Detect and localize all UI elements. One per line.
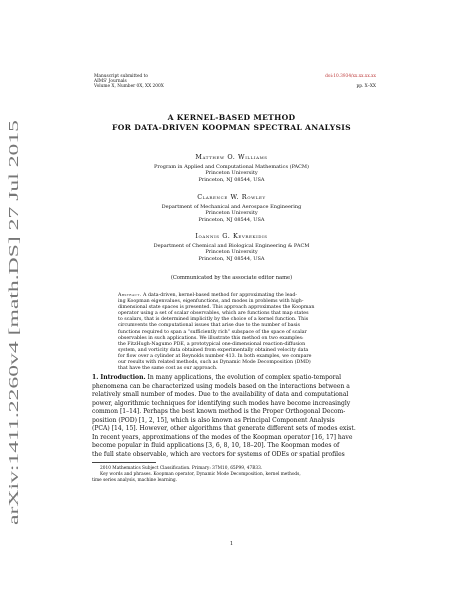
footnote-line: 2010 Mathematics Subject Classification. Primary: 37M10, 65P99, 47B33. (100, 466, 263, 471)
footnote-rule (92, 462, 156, 463)
abstract-line: system, and vorticity data obtained from experimentally obtained velocity data (118, 347, 309, 353)
arxiv-stamp-text: arXiv:1411.2260v4 [math.DS] 27 Jul 2015 (6, 293, 21, 525)
affiliation-line: Princeton University (205, 170, 258, 177)
header-line: Volume X, Number 0X, XX 200X (94, 84, 164, 90)
abstract-line: functions required to span a “sufficiently rich” subspace of the space of scalar (118, 329, 307, 335)
abstract-line: that have the same cost as our approach. (118, 366, 218, 372)
communicated-by: (Communicated by the associate editor name) (170, 275, 293, 281)
abstract-line: operator using a set of scalar observables, which are functions that map states (118, 311, 309, 317)
author-block (0, 193, 463, 223)
abstract-line: dimensional state spaces is presented. This approach approximates the Koopman (118, 305, 315, 311)
intro-line: common [1–14]. Perhaps the best known method is the Proper Orthogonal Decom- (92, 408, 346, 415)
paper-title (0, 113, 463, 133)
intro-line: (PCA) [14, 15]. However, other algorithms that generate different sets of modes exist. (92, 425, 356, 432)
author-block (0, 232, 463, 262)
intro-line (92, 374, 375, 383)
intro-line: become popular in fluid applications [3, 6, 8, 10, 18–20]. The Koopman modes of (92, 442, 340, 449)
abstract (118, 293, 372, 372)
author-block (0, 153, 463, 183)
intro-line: relatively small number of modes. Due to the availability of data and computational (92, 391, 349, 398)
intro-line: In recent years, approximations of the modes of the Koopman operator [16, 17] have (92, 433, 353, 441)
footnotes (92, 466, 301, 484)
affiliation-line: Department of Mechanical and Aerospace Engineering (161, 204, 302, 210)
doi-link[interactable]: doi:10.3934/xx.xx.xx.xx (325, 74, 376, 79)
abstract-line: observables in such applications. We illustrate this method on two examples: (118, 335, 304, 341)
footnote-line: time series analysis, machine learning. (92, 478, 178, 483)
title-line: A KERNEL-BASED METHOD (167, 113, 296, 122)
title-line: FOR DATA-DRIVEN KOOPMAN SPECTRAL ANALYSIS (112, 123, 351, 132)
header-line: AIMS' Journals (94, 79, 127, 85)
introduction (92, 374, 375, 459)
author-name: Ioannis G. Kevrekidis (195, 232, 268, 240)
abstract-line: for flow over a cylinder at Reynolds number 413. In both examples, we compare (118, 353, 312, 359)
intro-line: phenomena can be characterized using models based on the interactions between a (92, 382, 350, 390)
affiliation-line: Princeton, NJ 08544, USA (198, 216, 265, 223)
author-name: Matthew O. Williams (195, 153, 268, 161)
page-number: 1 (229, 541, 234, 547)
abstract-line: the FitzHugh-Nagumo PDE, a prototypical one-dimensional reaction-diffusion (118, 341, 306, 347)
affiliation (0, 243, 463, 262)
abstract-label: Abstract. (118, 293, 142, 298)
affiliation-line: Princeton University (205, 210, 258, 217)
header-line: Manuscript submitted to (94, 74, 148, 79)
abstract-line: to scalars, that is determined implicitly by the choice of a kernel function. This (118, 317, 309, 323)
intro-line: position (POD) [1, 2, 15], which is also known as Principal Component Analysis (92, 416, 335, 424)
abstract-line: our results with related methods, such as Dynamic Mode Decomposition (DMD) (118, 360, 311, 366)
affiliation-line: Princeton, NJ 08544, USA (198, 176, 265, 183)
affiliation-line: Princeton University (205, 249, 258, 256)
abstract-text: A data-driven, kernel-based method for approximating the lead- (143, 293, 298, 298)
affiliation (0, 204, 463, 223)
affiliation-line: Department of Chemical and Biological Engineering & PACM (153, 243, 310, 249)
author-name: Clarence W. Rowley (197, 193, 266, 201)
affiliation (0, 164, 463, 183)
journal-info (94, 74, 164, 90)
affiliation-line: Program in Applied and Computational Mathematics (PACM) (154, 164, 309, 170)
section-heading: 1. Introduction. (92, 374, 146, 381)
intro-text: In many applications, the evolution of complex spatio-temporal (147, 374, 342, 381)
intro-line: power, algorithmic techniques for identifying such modes have become increasingly (92, 399, 351, 407)
abstract-line: ing Koopman eigenvalues, eigenfunctions, and modes in problems with high- (118, 299, 304, 305)
footnote-line: Key words and phrases. Koopman operator, Dynamic Mode Decomposition, kernel methods, (100, 472, 301, 477)
abstract-line: circumvents the computational issues that arise due to the number of basis (118, 323, 300, 329)
page-range: pp. X–XX (356, 84, 376, 89)
affiliation-line: Princeton, NJ 08544, USA (198, 255, 265, 262)
intro-line: the full state observable, which are vectors for systems of ODEs or spatial profiles (92, 450, 345, 458)
